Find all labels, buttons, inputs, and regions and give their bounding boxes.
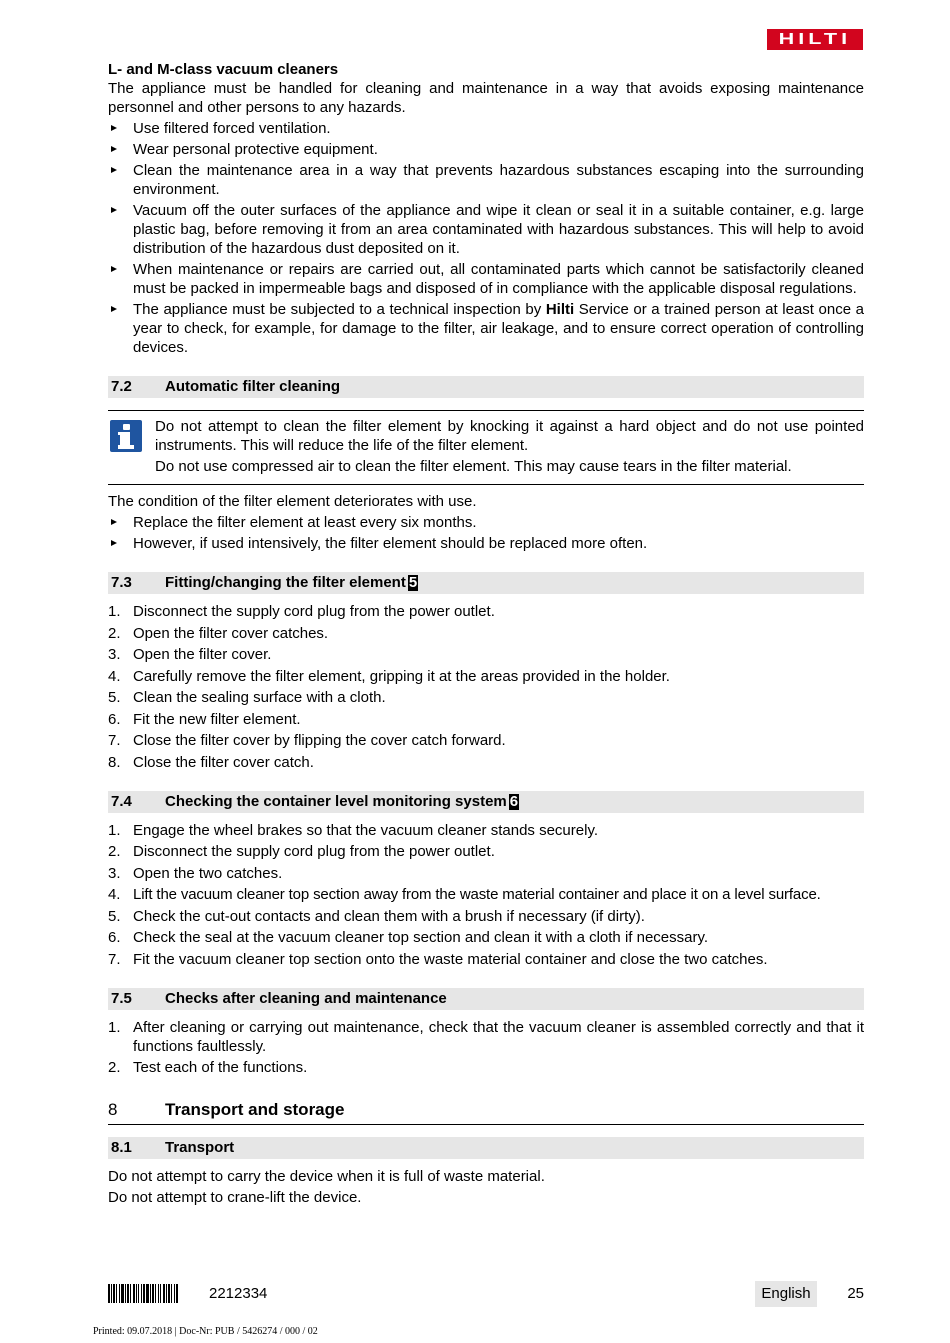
list-item: 5. Clean the sealing surface with a cloth.: [108, 689, 386, 706]
list-item: However, if used intensively, the filter element should be replaced more often.: [108, 534, 864, 553]
list-item: 2. Open the filter cover catches.: [108, 624, 329, 642]
text-run: Service or a trained person at least once a year to check, for example, for damage to the filter, air leakage, and to ensure correct operation of controlling devices.: [133, 301, 864, 356]
transport-line: Do not attempt to crane-lift the device.: [108, 1189, 362, 1206]
hilti-logo: HILTI: [767, 29, 863, 50]
section-heading-7-3: [108, 572, 864, 594]
section-title: Checks after cleaning and maintenance: [165, 989, 447, 1007]
list-item: 7. Close the filter cover by flipping the cover catch forward.: [108, 732, 506, 749]
lm-bullet-list: [108, 119, 864, 357]
list-item: Clean the maintenance area in a way that prevents hazardous substances escaping into the surrounding environment.: [108, 161, 864, 199]
section-title: [165, 791, 519, 813]
list-item: 1. After cleaning or carrying out maintenance, check that the vacuum cleaner is assembled correctly and that it functions faultlessly.: [108, 1018, 864, 1055]
chapter-title: Transport and storage: [165, 1100, 345, 1119]
list-item: 3. Open the filter cover.: [108, 646, 272, 663]
list-item: 1. Disconnect the supply cord plug from the power outlet.: [108, 603, 495, 620]
barcode: [108, 1284, 191, 1303]
list-item: 1. Engage the wheel brakes so that the vacuum cleaner stands securely.: [108, 821, 598, 839]
list-item: [108, 300, 864, 357]
figure-reference: 6: [509, 792, 519, 810]
section-heading-7-2: [108, 376, 864, 398]
hilti-brand-text: Hilti: [545, 301, 575, 318]
list-item: Replace the filter element at least every six months.: [108, 513, 864, 532]
page-footer: [108, 1281, 864, 1307]
list-item: 5. Check the cut-out contacts and clean them with a brush if necessary (if dirty).: [108, 907, 645, 925]
list-item: 6. Fit the new filter element.: [108, 710, 301, 728]
list-item: 3. Open the two catches.: [108, 864, 283, 882]
s75-steps: [108, 1018, 864, 1078]
section-number: 7.4: [111, 792, 132, 810]
section-heading-8-1: [108, 1137, 864, 1159]
chapter-heading-8: [108, 1098, 864, 1125]
info-note: [108, 410, 864, 485]
section-title: [165, 572, 418, 594]
list-item: 4. Carefully remove the filter element, gripping it at the areas provided in the holder.: [108, 667, 670, 685]
list-item: 4. Lift the vacuum cleaner top section away from the waste material container and place it on a level surface.: [108, 886, 821, 903]
section-heading-7-5: [108, 988, 864, 1010]
note-line: Do not use compressed air to clean the filter element. This may cause tears in the filter material.: [155, 458, 792, 475]
chapter-number: 8: [108, 1100, 118, 1119]
print-info: Printed: 09.07.2018 | Doc-Nr: PUB / 5426274 / 000 / 02: [93, 1326, 318, 1337]
page-content: [108, 60, 864, 1207]
language-label: English: [755, 1281, 817, 1307]
list-item: Vacuum off the outer surfaces of the appliance and wipe it clean or seal it in a suitable container, e.g. large plastic bag, before removing it from an area contaminated with hazardous substances. This will help to avoid distribution of the hazardous dust deposited on it.: [108, 201, 864, 258]
list-item: Use filtered forced ventilation.: [108, 119, 864, 138]
lm-intro: The appliance must be handled for cleaning and maintenance in a way that avoids exposing maintenance personnel and other persons to any hazards.: [108, 80, 864, 116]
s73-steps: [108, 602, 864, 772]
list-item: When maintenance or repairs are carried out, all contaminated parts which cannot be satisfactorily cleaned must be packed in impermeable bags and disposed of in compliance with the applicable disposal regulations.: [108, 260, 864, 298]
list-item: 8. Close the filter cover catch.: [108, 753, 314, 771]
title-text: Checking the container level monitoring system: [165, 792, 507, 810]
section-number: 8.1: [111, 1139, 132, 1156]
transport-line: Do not attempt to carry the device when it is full of waste material.: [108, 1168, 545, 1185]
document-number: 2212334: [209, 1285, 268, 1302]
s72-bullet-list: [108, 513, 864, 553]
title-text: Fitting/changing the filter element: [165, 574, 406, 591]
section-title: Automatic filter cleaning: [165, 378, 341, 395]
section-number: 7.5: [111, 989, 132, 1007]
text-run: The appliance must be subjected to a technical inspection by: [133, 301, 546, 318]
s74-steps: [108, 821, 864, 969]
list-item: 7. Fit the vacuum cleaner top section onto the waste material container and close the two catches.: [108, 950, 768, 968]
page-number: 25: [847, 1285, 864, 1302]
filter-condition-text: The condition of the filter element deteriorates with use.: [108, 493, 477, 510]
list-item: Wear personal protective equipment.: [108, 140, 864, 159]
lm-class-heading: L- and M-class vacuum cleaners: [108, 61, 339, 78]
list-item: 6. Check the seal at the vacuum cleaner top section and clean it with a cloth if necessary.: [108, 929, 709, 946]
section-heading-7-4: [108, 791, 864, 813]
section-number: 7.2: [111, 378, 132, 395]
figure-reference: 5: [408, 574, 418, 591]
section-title: Transport: [165, 1139, 235, 1156]
section-number: 7.3: [111, 574, 132, 591]
list-item: 2. Test each of the functions.: [108, 1059, 308, 1076]
info-icon: [110, 420, 142, 452]
list-item: 2. Disconnect the supply cord plug from the power outlet.: [108, 843, 495, 860]
note-line: Do not attempt to clean the filter element by knocking it against a hard object and do not use pointed instruments. This will reduce the life of the filter element.: [155, 418, 864, 454]
note-text: [155, 417, 864, 476]
